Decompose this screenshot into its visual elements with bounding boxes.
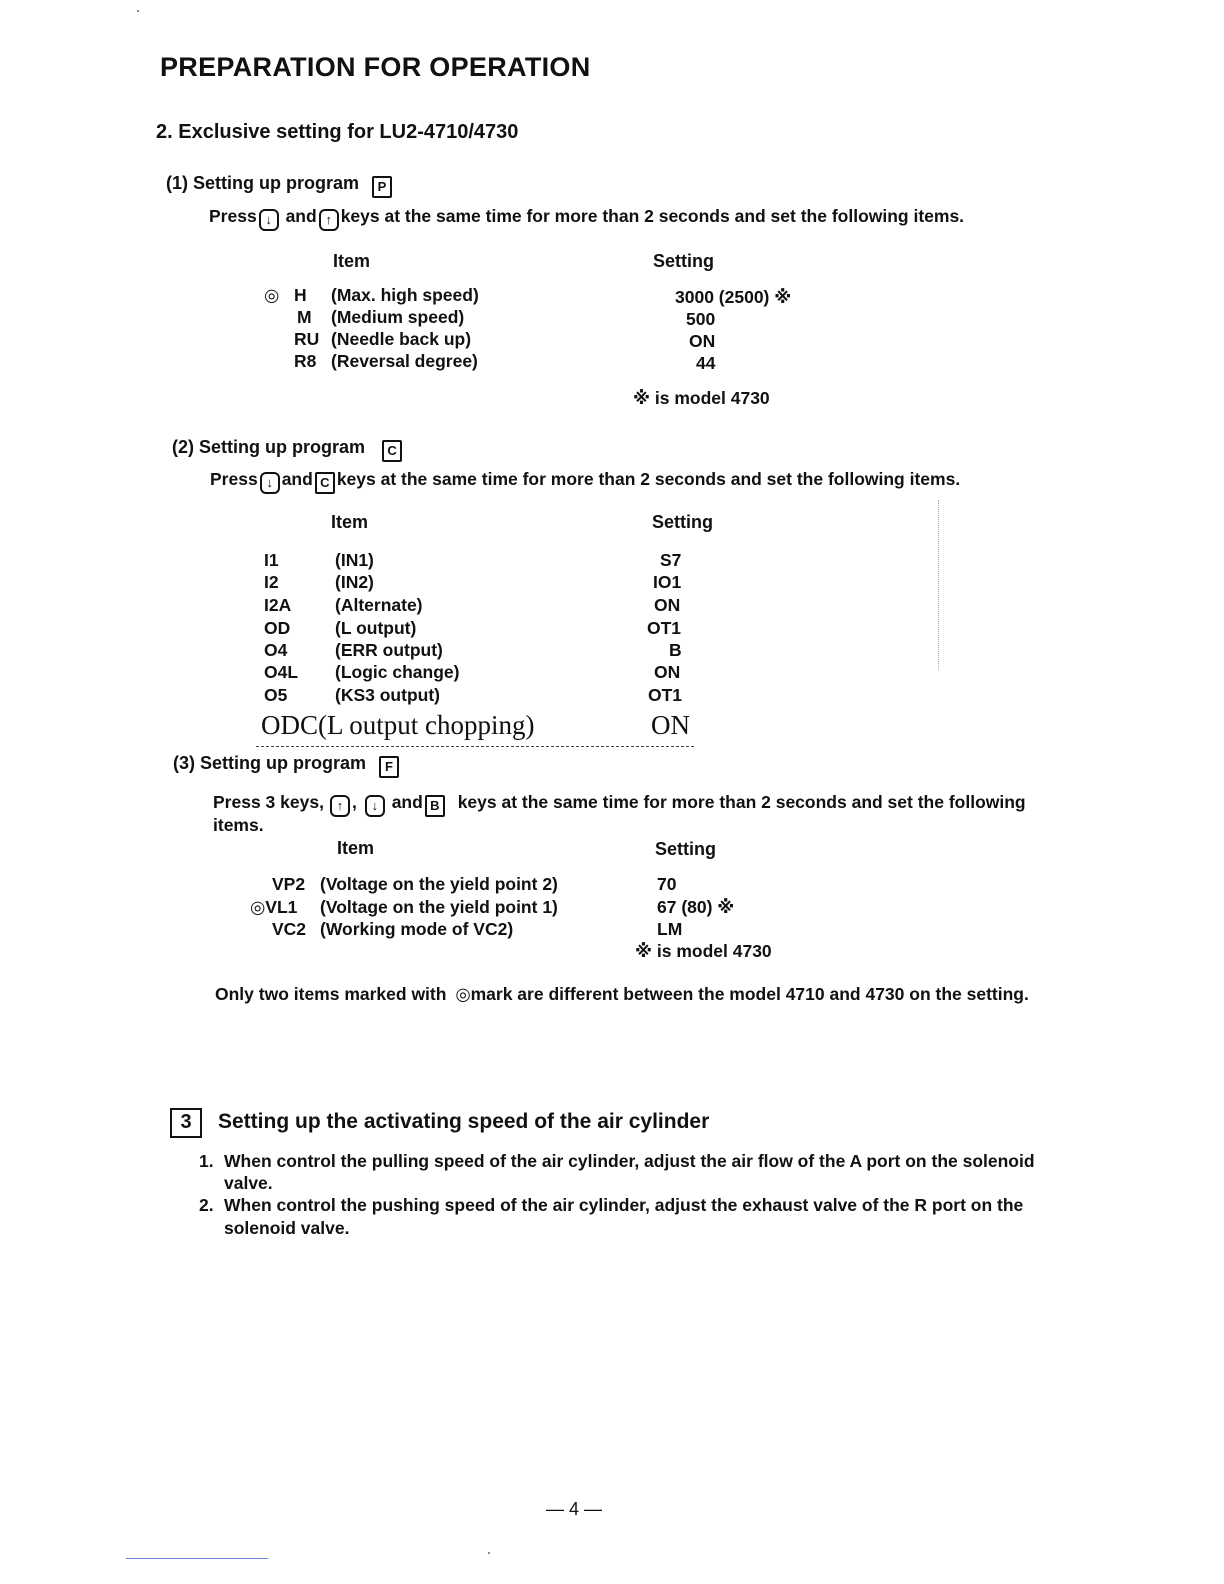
scan-speck: [137, 10, 139, 12]
scan-artifact-line: [938, 500, 939, 670]
list-item: When control the pushing speed of the air cylinder, adjust the exhaust valve of the R port on the: [224, 1195, 1024, 1215]
p3-row-code: ◎VL1: [250, 897, 298, 917]
handwritten-underline: [256, 746, 694, 747]
instr-text: and: [285, 206, 317, 226]
p1-row-desc: (Max. high speed): [331, 285, 479, 305]
p1-row-value: 44: [696, 353, 716, 373]
p1-row-desc: (Needle back up): [331, 329, 472, 349]
section-3-title: Setting up the activating speed of the air cylinder: [218, 1110, 710, 1133]
program-f-label-text: (3) Setting up program: [173, 753, 366, 773]
p3-row-desc: (Working mode of VC2): [320, 919, 514, 939]
p2-extra-item: ODC(L output chopping): [261, 710, 535, 740]
list-item-cont: valve.: [224, 1173, 273, 1193]
p2-row-value: B: [669, 640, 682, 660]
p1-header-item: Item: [333, 251, 371, 271]
footnote-text: mark are different between the model 4710 and 4730 on the setting.: [470, 984, 1029, 1004]
double-mark-footnote: [215, 984, 1029, 1005]
list-item-number: 1.: [199, 1151, 214, 1171]
key-c-icon: C: [382, 440, 402, 462]
c-key-icon: C: [315, 472, 335, 494]
program-c-label: [172, 437, 404, 462]
instr-text: and: [281, 469, 313, 489]
instr-text: keys at the same time for more than 2 seconds and set the following items.: [336, 469, 961, 489]
down-arrow-key-icon: ↓: [365, 795, 385, 817]
program-f-label: [173, 753, 401, 778]
p2-row-desc: (Logic change): [335, 662, 460, 682]
p2-row-desc: (L output): [335, 618, 417, 638]
p2-row-value: S7: [660, 550, 682, 570]
up-arrow-key-icon: ↑: [319, 209, 339, 231]
p2-row-desc: (Alternate): [335, 595, 423, 615]
p1-row-mark: ◎: [264, 285, 280, 305]
p2-row-value: OT1: [647, 618, 682, 638]
instr-text: keys at the same time for more than 2 seconds and set the following: [457, 792, 1026, 812]
p2-row-desc: (KS3 output): [335, 685, 440, 705]
instr-text: Press 3 keys,: [213, 792, 324, 812]
program-p-label-text: (1) Setting up program: [166, 173, 359, 193]
p2-row-value: OT1: [648, 685, 683, 705]
p2-row-code: OD: [264, 618, 291, 638]
page-title: PREPARATION FOR OPERATION: [160, 52, 591, 82]
instr-text: ,: [351, 792, 357, 812]
p3-row-desc: (Voltage on the yield point 1): [320, 897, 558, 917]
program-f-instruction: [213, 792, 1026, 817]
p2-extra-value: ON: [651, 710, 690, 740]
p1-row-value: 500: [686, 309, 716, 329]
p1-row-desc: (Reversal degree): [331, 351, 478, 371]
instr-text: Press: [209, 206, 257, 226]
program-p-instruction: [209, 206, 964, 231]
list-item: When control the pulling speed of the air cylinder, adjust the air flow of the A port on the solenoid: [224, 1151, 1035, 1171]
key-p-icon: P: [372, 176, 392, 198]
section-3-heading: [170, 1108, 709, 1138]
down-arrow-key-icon: ↓: [259, 209, 279, 231]
p2-row-desc: (IN1): [335, 550, 374, 570]
p1-note: ※ is model 4730: [633, 388, 770, 408]
p2-row-code: O4: [264, 640, 288, 660]
p2-row-value: ON: [654, 662, 681, 682]
p3-header-setting: Setting: [655, 839, 716, 859]
program-c-label-text: (2) Setting up program: [172, 437, 365, 457]
p2-row-code: I2: [264, 572, 279, 592]
p3-header-item: Item: [337, 838, 375, 858]
double-circle-icon: ◎: [455, 984, 471, 1004]
page-number: — 4 —: [546, 1499, 603, 1519]
down-arrow-key-icon: ↓: [260, 472, 280, 494]
p2-row-code: O5: [264, 685, 288, 705]
p1-row-code: H: [294, 285, 307, 305]
p3-row-value: 70: [657, 874, 677, 894]
footnote-text: Only two items marked with: [215, 984, 447, 1004]
p2-row-desc: (IN2): [335, 572, 374, 592]
p2-row-code: I2A: [264, 595, 292, 615]
p3-row-code: VC2: [272, 919, 307, 939]
up-arrow-key-icon: ↑: [330, 795, 350, 817]
scan-artifact-underline: [126, 1558, 268, 1559]
p1-header-setting: Setting: [653, 251, 714, 271]
program-p-label: [166, 173, 394, 198]
instr-text: and: [391, 792, 423, 812]
list-item-number: 2.: [199, 1195, 214, 1215]
p3-note: ※ is model 4730: [635, 941, 772, 961]
p3-row-value: LM: [657, 919, 683, 939]
program-c-instruction: [210, 469, 960, 494]
p2-row-code: O4L: [264, 662, 299, 682]
p2-row-value: IO1: [653, 572, 682, 592]
p3-row-code: VP2: [272, 874, 306, 894]
p1-row-code: RU: [294, 329, 320, 349]
p2-row-value: ON: [654, 595, 681, 615]
section-2-heading: 2. Exclusive setting for LU2-4710/4730: [156, 121, 519, 143]
p1-row-value: 3000 (2500) ※: [675, 287, 792, 307]
instr-text: Press: [210, 469, 258, 489]
list-item-cont: solenoid valve.: [224, 1218, 350, 1238]
p3-row-desc: (Voltage on the yield point 2): [320, 874, 558, 894]
p2-header-item: Item: [331, 512, 369, 532]
program-f-instruction-cont: items.: [213, 815, 264, 835]
p1-row-value: ON: [689, 331, 716, 351]
section-number-box-icon: 3: [170, 1108, 202, 1138]
p2-header-setting: Setting: [652, 512, 713, 532]
b-key-icon: B: [425, 795, 445, 817]
p2-row-desc: (ERR output): [335, 640, 443, 660]
p1-row-code: M: [297, 307, 312, 327]
instr-text: keys at the same time for more than 2 seconds and set the following items.: [340, 206, 965, 226]
p3-row-value: 67 (80) ※: [657, 897, 735, 917]
p2-row-code: I1: [264, 550, 279, 570]
p1-row-code: R8: [294, 351, 317, 371]
key-f-icon: F: [379, 756, 399, 778]
scan-speck: [488, 1552, 490, 1554]
p1-row-desc: (Medium speed): [331, 307, 465, 327]
